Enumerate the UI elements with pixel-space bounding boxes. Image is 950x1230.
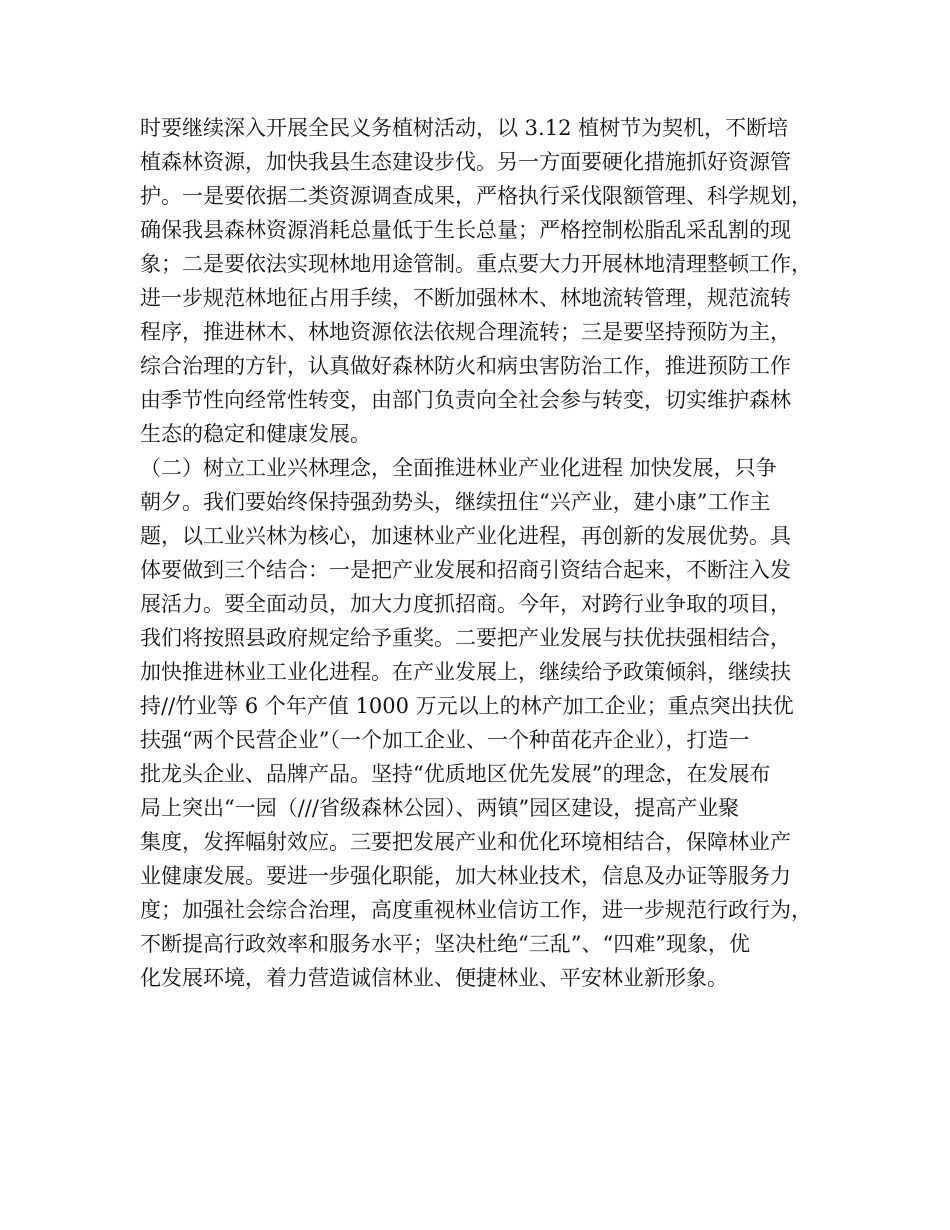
text-line: 护。一是要依据二类资源调查成果，严格执行采伐限额管理、科学规划，	[140, 184, 812, 208]
text-line: 进一步规范林地征占用手续，不断加强林木、林地流转管理，规范流转	[140, 286, 791, 310]
text-line: 时要继续深入开展全民义务植树活动，以 3.12 植树节为契机，不断培	[140, 116, 789, 140]
text-line: 体要做到三个结合：一是把产业发展和招商引资结合起来，不断注入发	[140, 558, 791, 582]
text-line: 批龙头企业、品牌产品。坚持“优质地区优先发展”的理念，在发展布	[140, 762, 771, 786]
text-line: 扶强“两个民营企业”（一个加工企业、一个种苗花卉企业），打造一	[140, 728, 750, 752]
text-line: 集度，发挥幅射效应。三要把发展产业和优化环境相结合，保障林业产	[140, 830, 791, 854]
text-line: 局上突出“一园（///省级森林公园）、两镇”园区建设，提高产业聚	[140, 796, 740, 820]
text-line: 植森林资源，加快我县生态建设步伐。另一方面要硬化措施抓好资源管	[140, 150, 791, 174]
text-line: 持//竹业等 6 个年产值 1000 万元以上的林产加工企业；重点突出扶优	[140, 694, 794, 718]
text-line: 程序，推进林木、林地资源依法依规合理流转；三是要坚持预防为主，	[140, 320, 791, 344]
text-line: 生态的稳定和健康发展。	[140, 422, 371, 446]
section-heading-line: （二）树立工业兴林理念，全面推进林业产业化进程 加快发展，只争	[140, 456, 777, 480]
text-line: 展活力。要全面动员，加大力度抓招商。今年，对跨行业争取的项目，	[140, 592, 791, 616]
text-line: 我们将按照县政府规定给予重奖。二要把产业发展与扶优扶强相结合，	[140, 626, 791, 650]
text-line: 确保我县森林资源消耗总量低于生长总量；严格控制松脂乱采乱割的现	[140, 218, 791, 242]
text-line: 题，以工业兴林为核心，加速林业产业化进程，再创新的发展优势。具	[140, 524, 791, 548]
text-line: 朝夕。我们要始终保持强劲势头，继续扭住“兴产业，建小康”工作主	[140, 490, 771, 514]
text-line: 度；加强社会综合治理，高度重视林业信访工作，进一步规范行政行为，	[140, 898, 812, 922]
text-line: 综合治理的方针，认真做好森林防火和病虫害防治工作，推进预防工作	[140, 354, 791, 378]
text-line: 化发展环境，着力营造诚信林业、便捷林业、平安林业新形象。	[140, 966, 728, 990]
text-line: 象；二是要依法实现林地用途管制。重点要大力开展林地清理整顿工作，	[140, 252, 812, 276]
text-line: 加快推进林业工业化进程。在产业发展上，继续给予政策倾斜，继续扶	[140, 660, 791, 684]
text-line: 不断提高行政效率和服务水平；坚决杜绝“三乱”、“四难”现象，优	[140, 932, 750, 956]
text-line: 由季节性向经常性转变，由部门负责向全社会参与转变，切实维护森林	[140, 388, 791, 412]
text-line: 业健康发展。要进一步强化职能，加大林业技术，信息及办证等服务力	[140, 864, 791, 888]
